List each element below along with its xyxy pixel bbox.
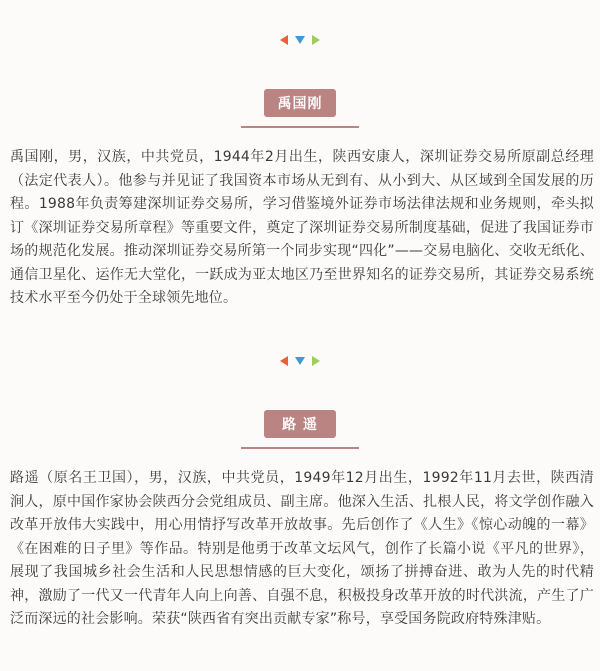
arrow-right-icon [311, 34, 321, 46]
divider-arrows [0, 34, 600, 46]
arrow-down-icon [294, 356, 306, 366]
divider-arrows [0, 355, 600, 367]
arrow-left-icon [279, 34, 289, 46]
arrow-down-icon [294, 35, 306, 45]
section-paragraph: 禹国刚，男，汉族，中共党员，1944年2月出生，陕西安康人，深圳证券交易所原副总经理（法定代表人）。他参与并见证了我国资本市场从无到有、从小到大、从区域到全国发展的历程。1988年负责筹建深圳证券交易所，学习借鉴境外证券市场法律法规和业务规则，牵头拟订《深圳证券交易所章程》等重要文件，奠定了深圳证券交易所制度基础，促进了我国证券市场的规范化发展。推动深圳证券交易所第一个同步实现“四化”——交易电脑化、交收无纸化、通信卫星化、运作无大堂化，一跃成为亚太地区乃至世界知名的证券交易所，其证券交易系统技术水平至今仍处于全球领先地位。 [10, 149, 594, 306]
section-title: 禹国刚 [264, 89, 336, 117]
section-title-block [0, 410, 600, 460]
title-underline [241, 447, 359, 449]
arrow-right-icon [311, 355, 321, 367]
section-title-block [0, 89, 600, 139]
section-title: 路 遥 [264, 410, 336, 438]
section-paragraph: 路遥（原名王卫国），男，汉族，中共党员，1949年12月出生，1992年11月去世，陕西清涧人，原中国作家协会陕西分会党组成员、副主席。他深入生活、扎根人民，将文学创作融入改革开放伟大实践中，用心用情抒写改革开放故事。先后创作了《人生》《惊心动魄的一幕》《在困难的日子里》等作品。特别是他勇于改革文坛风气，创作了长篇小说《平凡的世界》，展现了我国城乡社会生活和人民思想情感的巨大变化，颂扬了拼搏奋进、敢为人先的时代精神，激励了一代又一代青年人向上向善、自强不息，积极投身改革开放的时代洪流，产生了广泛而深远的社会影响。荣获“陕西省有突出贡献专家”称号，享受国务院政府特殊津贴。 [10, 470, 594, 627]
title-underline [241, 126, 359, 128]
arrow-left-icon [279, 355, 289, 367]
